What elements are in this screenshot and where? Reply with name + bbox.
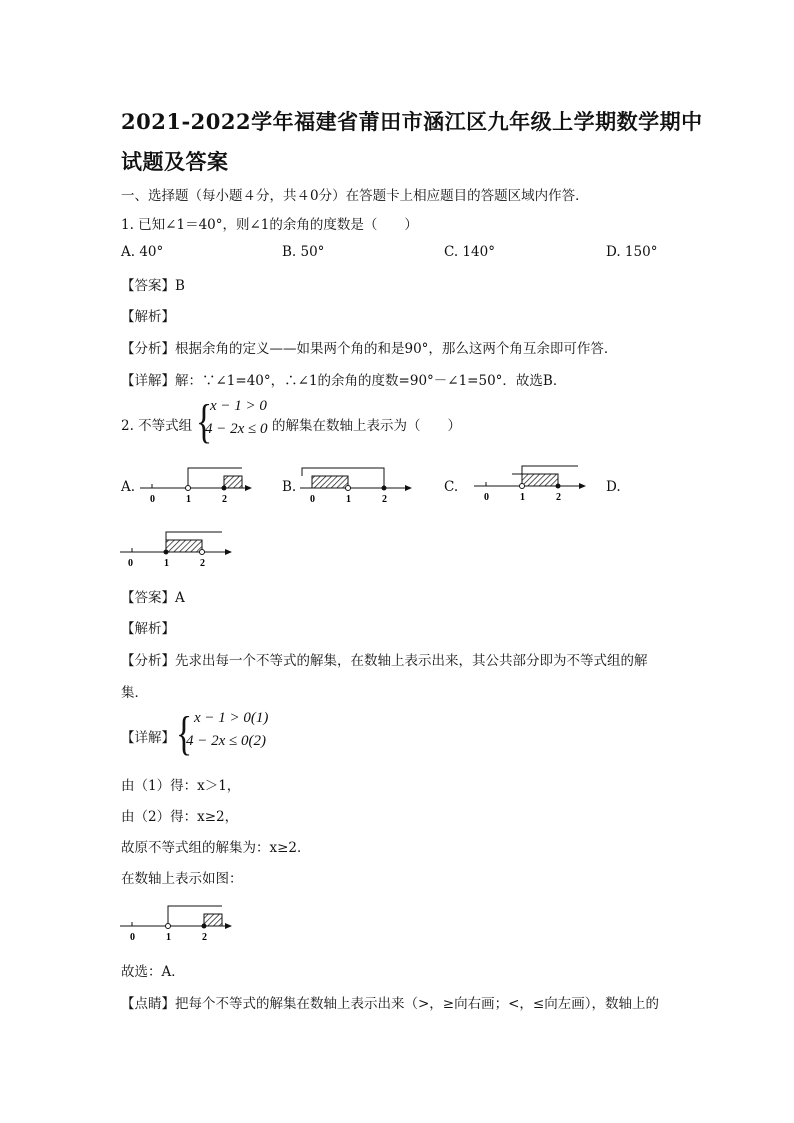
q2-detail-brace: { (176, 707, 193, 760)
q2-option-b-number-line (300, 462, 415, 506)
q2-inequality-1: x − 1 > 0 (210, 398, 267, 414)
svg-text:1: 1 (520, 492, 525, 503)
q2-detail-inequality-1: x − 1 > 0(1) (194, 710, 269, 726)
svg-text:0: 0 (128, 558, 133, 569)
q2-detail-label: 【详解】 (121, 730, 175, 746)
tick-2: 2 (222, 494, 227, 505)
q1-option-b: B. 50° (282, 244, 325, 260)
svg-text:0: 0 (310, 494, 315, 505)
q1-detail: 【详解】解：∵∠1=40°，∴∠1的余角的度数=90°－∠1=50°．故选B． (121, 373, 567, 389)
svg-text:1: 1 (164, 558, 169, 569)
svg-text:2: 2 (556, 492, 561, 503)
tick-0: 0 (150, 494, 155, 505)
q2-step-4: 在数轴上表示如图： (121, 871, 243, 887)
q2-analysis-line1: 【分析】先求出每一个不等式的解集，在数轴上表示出来，其公共部分即为不等式组的解 (121, 653, 648, 669)
q2-comment: 【点睛】把每个不等式的解集在数轴上表示出来（>，≥向右画；<，≤向左画），数轴上的 (121, 996, 659, 1012)
q2-step-1: 由（1）得：x＞1， (121, 778, 241, 794)
q2-option-c-number-line (474, 460, 589, 504)
q2-step-3: 故原不等式组的解集为：x≥2． (121, 840, 311, 856)
q1-stem: 1. 已知∠1＝40°，则∠1的余角的度数是（ ） (121, 217, 418, 233)
page-title-line1: 2021-2022学年福建省莆田市涵江区九年级上学期数学期中 (121, 109, 703, 134)
q1-option-d: D. 150° (606, 244, 658, 260)
q2-option-a-number-line (140, 462, 255, 506)
q2-option-d-number-line (120, 526, 235, 570)
q2-answer: 【答案】A (121, 590, 185, 606)
page-title-line2: 试题及答案 (121, 149, 229, 174)
svg-text:2: 2 (200, 558, 205, 569)
svg-text:0: 0 (130, 932, 135, 943)
q2-option-c-label: C. (444, 479, 459, 495)
q1-answer: 【答案】B (121, 278, 185, 294)
svg-text:2: 2 (202, 932, 207, 943)
q2-detail-number-line (120, 900, 235, 944)
section-heading: 一、选择题（每小题４分，共４0分）在答题卡上相应题目的答题区域内作答． (121, 188, 589, 204)
q2-number: 2. 不等式组 (121, 418, 193, 434)
q2-stem-tail: 的解集在数轴上表示为（ ） (272, 418, 461, 434)
q2-step-2: 由（2）得：x≥2， (121, 809, 239, 825)
tick-1: 1 (186, 494, 191, 505)
q2-detail-inequality-2: 4 − 2x ≤ 0(2) (186, 733, 267, 749)
svg-text:2: 2 (382, 494, 387, 505)
q1-analysis: 【分析】根据余角的定义——如果两个角的和是90°，那么这两个角互余即可作答． (121, 341, 618, 357)
q2-brace: { (196, 395, 213, 448)
q2-inequality-2: 4 − 2x ≤ 0 (205, 421, 268, 437)
q2-analysis-line2: 集． (121, 685, 148, 701)
q2-conclusion: 故选：A． (121, 964, 185, 980)
q2-option-a-label: A. (121, 479, 136, 495)
svg-text:0: 0 (484, 492, 489, 503)
q1-option-a: A. 40° (121, 244, 164, 260)
q2-option-b-label: B. (282, 479, 297, 495)
svg-text:1: 1 (166, 932, 171, 943)
q1-analysis-heading: 【解析】 (121, 309, 175, 325)
svg-text:1: 1 (346, 494, 351, 505)
q2-analysis-heading: 【解析】 (121, 621, 175, 637)
q1-option-c: C. 140° (444, 244, 495, 260)
q2-option-d-label: D. (606, 479, 621, 495)
